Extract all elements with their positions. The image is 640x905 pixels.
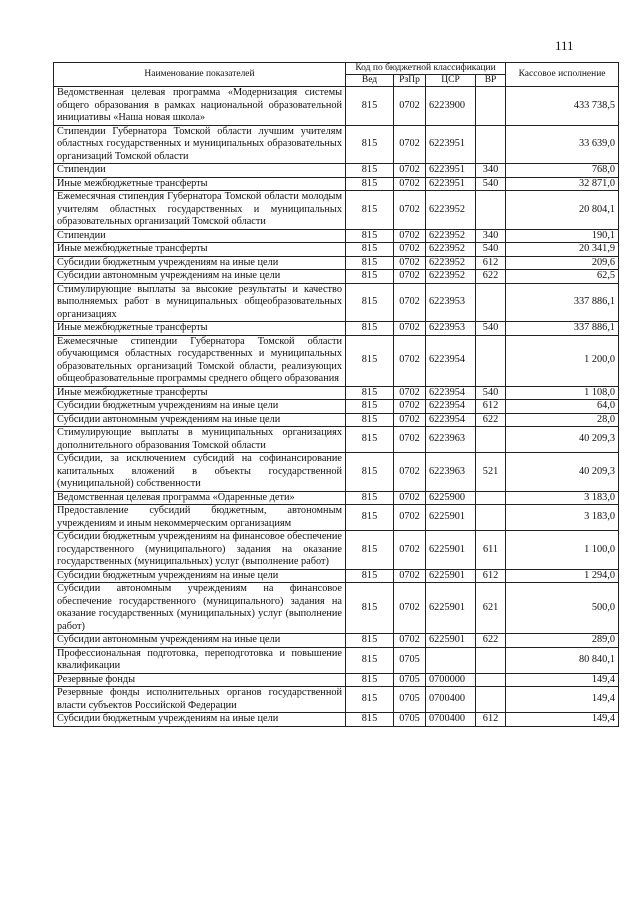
table-row	[54, 335, 619, 386]
header-amount: Кассовое исполнение	[506, 63, 619, 87]
header-rzpr: РзПр	[394, 75, 426, 87]
row-rzpr: 0702	[394, 569, 426, 583]
table-body	[54, 87, 619, 727]
row-ved: 815	[346, 191, 394, 230]
row-csr: 6223952	[426, 229, 476, 243]
header-classification-group: Код по бюджетной классификации	[346, 63, 506, 75]
row-vr	[476, 673, 506, 687]
row-ved: 815	[346, 413, 394, 427]
table-row	[54, 687, 619, 713]
row-csr: 6225901	[426, 569, 476, 583]
row-rzpr: 0702	[394, 322, 426, 336]
table-row	[54, 713, 619, 727]
row-ved: 815	[346, 505, 394, 531]
table-row	[54, 322, 619, 336]
table-row	[54, 505, 619, 531]
row-rzpr: 0702	[394, 634, 426, 648]
row-amount: 1 294,0	[506, 569, 619, 583]
row-vr: 622	[476, 413, 506, 427]
row-rzpr: 0702	[394, 491, 426, 505]
row-vr: 340	[476, 229, 506, 243]
table-row	[54, 243, 619, 257]
row-rzpr: 0702	[394, 583, 426, 634]
row-csr: 0700000	[426, 673, 476, 687]
row-rzpr: 0705	[394, 647, 426, 673]
row-amount: 337 886,1	[506, 322, 619, 336]
row-name: Профессиональная подготовка, переподготовка и повышение квалификации	[54, 647, 346, 673]
row-name: Стимулирующие выплаты за высокие результаты и качество выполняемых работ в муниципальных общеобразовательных организациях	[54, 283, 346, 322]
table-row	[54, 125, 619, 164]
row-amount: 500,0	[506, 583, 619, 634]
table-row	[54, 673, 619, 687]
row-vr: 612	[476, 569, 506, 583]
row-ved: 815	[346, 125, 394, 164]
row-name: Иные межбюджетные трансферты	[54, 243, 346, 257]
row-amount: 149,4	[506, 687, 619, 713]
row-rzpr: 0702	[394, 270, 426, 284]
row-csr: 6225900	[426, 491, 476, 505]
row-vr	[476, 191, 506, 230]
row-ved: 815	[346, 400, 394, 414]
row-name: Субсидии автономным учреждениям на финансовое обеспечение государственного (муниципального) задания на оказание государственных (муниципальных) услуг (выполнение работ)	[54, 583, 346, 634]
row-ved: 815	[346, 453, 394, 492]
header-vr: ВР	[476, 75, 506, 87]
table-row	[54, 569, 619, 583]
row-ved: 815	[346, 256, 394, 270]
row-csr: 6225901	[426, 531, 476, 570]
row-name: Субсидии автономным учреждениям на иные цели	[54, 634, 346, 648]
row-csr: 6223963	[426, 427, 476, 453]
row-name: Стипендии Губернатора Томской области лучшим учителям областных государственных и муниципальных образовательных организаций Томской области	[54, 125, 346, 164]
row-csr: 0700400	[426, 687, 476, 713]
row-ved: 815	[346, 647, 394, 673]
row-rzpr: 0702	[394, 335, 426, 386]
row-amount: 1 100,0	[506, 531, 619, 570]
row-vr: 612	[476, 713, 506, 727]
row-vr: 521	[476, 453, 506, 492]
row-vr	[476, 125, 506, 164]
row-name: Ведомственная целевая программа «Модернизация системы общего образования в рамках национальной образовательной инициативы «Наша новая школа»	[54, 87, 346, 126]
page-number: 111	[555, 38, 574, 53]
row-rzpr: 0702	[394, 243, 426, 257]
row-vr	[476, 647, 506, 673]
row-amount: 32 871,0	[506, 177, 619, 191]
row-amount: 62,5	[506, 270, 619, 284]
row-amount: 20 341,9	[506, 243, 619, 257]
row-amount: 3 183,0	[506, 491, 619, 505]
table-row	[54, 491, 619, 505]
row-amount: 33 639,0	[506, 125, 619, 164]
row-vr: 612	[476, 400, 506, 414]
row-ved: 815	[346, 243, 394, 257]
row-csr: 6223953	[426, 283, 476, 322]
row-amount: 433 738,5	[506, 87, 619, 126]
row-rzpr: 0702	[394, 283, 426, 322]
row-rzpr: 0702	[394, 413, 426, 427]
row-ved: 815	[346, 177, 394, 191]
row-ved: 815	[346, 283, 394, 322]
row-csr: 6225901	[426, 505, 476, 531]
row-csr: 6223952	[426, 243, 476, 257]
row-vr	[476, 427, 506, 453]
row-name: Ежемесячная стипендия Губернатора Томской области молодым учителям областных государственных и муниципальных образовательных организаций Томской области	[54, 191, 346, 230]
row-rzpr: 0702	[394, 400, 426, 414]
row-ved: 815	[346, 87, 394, 126]
row-rzpr: 0702	[394, 125, 426, 164]
row-vr	[476, 505, 506, 531]
row-vr: 621	[476, 583, 506, 634]
row-vr: 540	[476, 322, 506, 336]
row-csr: 6223900	[426, 87, 476, 126]
row-vr	[476, 491, 506, 505]
table-row	[54, 634, 619, 648]
row-vr: 540	[476, 177, 506, 191]
row-name: Субсидии, за исключением субсидий на софинансирование капитальных вложений в объекты государственной (муниципальной) собственности	[54, 453, 346, 492]
row-ved: 815	[346, 427, 394, 453]
row-name: Субсидии бюджетным учреждениям на финансовое обеспечение государственного (муниципального) задания на оказание государственных (муниципальных) услуг (выполнение работ)	[54, 531, 346, 570]
row-ved: 815	[346, 386, 394, 400]
row-name: Субсидии бюджетным учреждениям на иные цели	[54, 713, 346, 727]
row-vr: 622	[476, 634, 506, 648]
table-row	[54, 177, 619, 191]
row-rzpr: 0702	[394, 191, 426, 230]
row-rzpr: 0705	[394, 687, 426, 713]
row-name: Субсидии автономным учреждениям на иные цели	[54, 413, 346, 427]
row-rzpr: 0702	[394, 386, 426, 400]
row-vr	[476, 283, 506, 322]
row-ved: 815	[346, 569, 394, 583]
table-row	[54, 583, 619, 634]
row-name: Субсидии автономным учреждениям на иные цели	[54, 270, 346, 284]
row-amount: 190,1	[506, 229, 619, 243]
row-rzpr: 0702	[394, 427, 426, 453]
row-amount: 64,0	[506, 400, 619, 414]
row-csr: 6223953	[426, 322, 476, 336]
row-csr: 6225901	[426, 634, 476, 648]
row-amount: 80 840,1	[506, 647, 619, 673]
row-amount: 40 209,3	[506, 427, 619, 453]
row-name: Субсидии бюджетным учреждениям на иные цели	[54, 256, 346, 270]
row-ved: 815	[346, 713, 394, 727]
row-amount: 768,0	[506, 164, 619, 178]
table-row	[54, 270, 619, 284]
row-name: Субсидии бюджетным учреждениям на иные цели	[54, 400, 346, 414]
row-amount: 149,4	[506, 713, 619, 727]
row-ved: 815	[346, 164, 394, 178]
row-ved: 815	[346, 673, 394, 687]
row-rzpr: 0702	[394, 229, 426, 243]
row-ved: 815	[346, 491, 394, 505]
row-amount: 28,0	[506, 413, 619, 427]
row-csr: 6223952	[426, 191, 476, 230]
row-csr: 6223951	[426, 177, 476, 191]
row-name: Иные межбюджетные трансферты	[54, 322, 346, 336]
row-csr: 0700400	[426, 713, 476, 727]
row-ved: 815	[346, 687, 394, 713]
row-amount: 40 209,3	[506, 453, 619, 492]
table-row	[54, 256, 619, 270]
table-row	[54, 400, 619, 414]
row-ved: 815	[346, 322, 394, 336]
row-ved: 815	[346, 229, 394, 243]
row-name: Иные межбюджетные трансферты	[54, 386, 346, 400]
row-ved: 815	[346, 270, 394, 284]
table-row	[54, 229, 619, 243]
row-rzpr: 0702	[394, 531, 426, 570]
row-ved: 815	[346, 583, 394, 634]
row-rzpr: 0702	[394, 177, 426, 191]
row-vr: 540	[476, 386, 506, 400]
row-name: Резервные фонды исполнительных органов государственной власти субъектов Российской Федерации	[54, 687, 346, 713]
row-rzpr: 0702	[394, 164, 426, 178]
row-vr: 611	[476, 531, 506, 570]
row-rzpr: 0702	[394, 87, 426, 126]
table-row	[54, 531, 619, 570]
row-vr: 540	[476, 243, 506, 257]
row-ved: 815	[346, 335, 394, 386]
row-vr	[476, 87, 506, 126]
row-csr	[426, 647, 476, 673]
row-rzpr: 0702	[394, 505, 426, 531]
row-rzpr: 0705	[394, 713, 426, 727]
row-name: Ведомственная целевая программа «Одаренные дети»	[54, 491, 346, 505]
row-ved: 815	[346, 634, 394, 648]
table-row	[54, 453, 619, 492]
row-csr: 6223954	[426, 413, 476, 427]
row-amount: 3 183,0	[506, 505, 619, 531]
header-ved: Вед	[346, 75, 394, 87]
table-row	[54, 647, 619, 673]
row-amount: 149,4	[506, 673, 619, 687]
header-csr: ЦСР	[426, 75, 476, 87]
row-amount: 1 108,0	[506, 386, 619, 400]
row-csr: 6223954	[426, 386, 476, 400]
row-amount: 209,6	[506, 256, 619, 270]
row-name: Иные межбюджетные трансферты	[54, 177, 346, 191]
row-name: Ежемесячные стипендии Губернатора Томской области обучающимся областных государственных и муниципальных образовательных организаций Томской области, реализующих общеобразовательные программы среднего общего образования	[54, 335, 346, 386]
row-name: Субсидии бюджетным учреждениям на иные цели	[54, 569, 346, 583]
budget-execution-table	[53, 62, 619, 727]
table-row	[54, 283, 619, 322]
table-row	[54, 191, 619, 230]
row-name: Предоставление субсидий бюджетным, автономным учреждениям и иным некоммерческим организациям	[54, 505, 346, 531]
row-vr	[476, 335, 506, 386]
row-csr: 6223951	[426, 164, 476, 178]
table-row	[54, 164, 619, 178]
row-name: Резервные фонды	[54, 673, 346, 687]
row-csr: 6225901	[426, 583, 476, 634]
row-csr: 6223951	[426, 125, 476, 164]
row-amount: 20 804,1	[506, 191, 619, 230]
row-name: Стипендии	[54, 229, 346, 243]
row-rzpr: 0705	[394, 673, 426, 687]
row-csr: 6223952	[426, 270, 476, 284]
row-csr: 6223954	[426, 335, 476, 386]
row-csr: 6223954	[426, 400, 476, 414]
table-row	[54, 413, 619, 427]
table-row	[54, 386, 619, 400]
row-rzpr: 0702	[394, 453, 426, 492]
row-amount: 1 200,0	[506, 335, 619, 386]
row-vr: 340	[476, 164, 506, 178]
row-vr	[476, 687, 506, 713]
row-vr: 622	[476, 270, 506, 284]
table-row	[54, 87, 619, 126]
row-vr: 612	[476, 256, 506, 270]
row-name: Стимулирующие выплаты в муниципальных организациях дополнительного образования Томской области	[54, 427, 346, 453]
row-rzpr: 0702	[394, 256, 426, 270]
row-amount: 289,0	[506, 634, 619, 648]
row-name: Стипендии	[54, 164, 346, 178]
row-csr: 6223952	[426, 256, 476, 270]
table-row	[54, 427, 619, 453]
row-ved: 815	[346, 531, 394, 570]
header-name: Наименование показателей	[54, 63, 346, 87]
row-amount: 337 886,1	[506, 283, 619, 322]
row-csr: 6223963	[426, 453, 476, 492]
